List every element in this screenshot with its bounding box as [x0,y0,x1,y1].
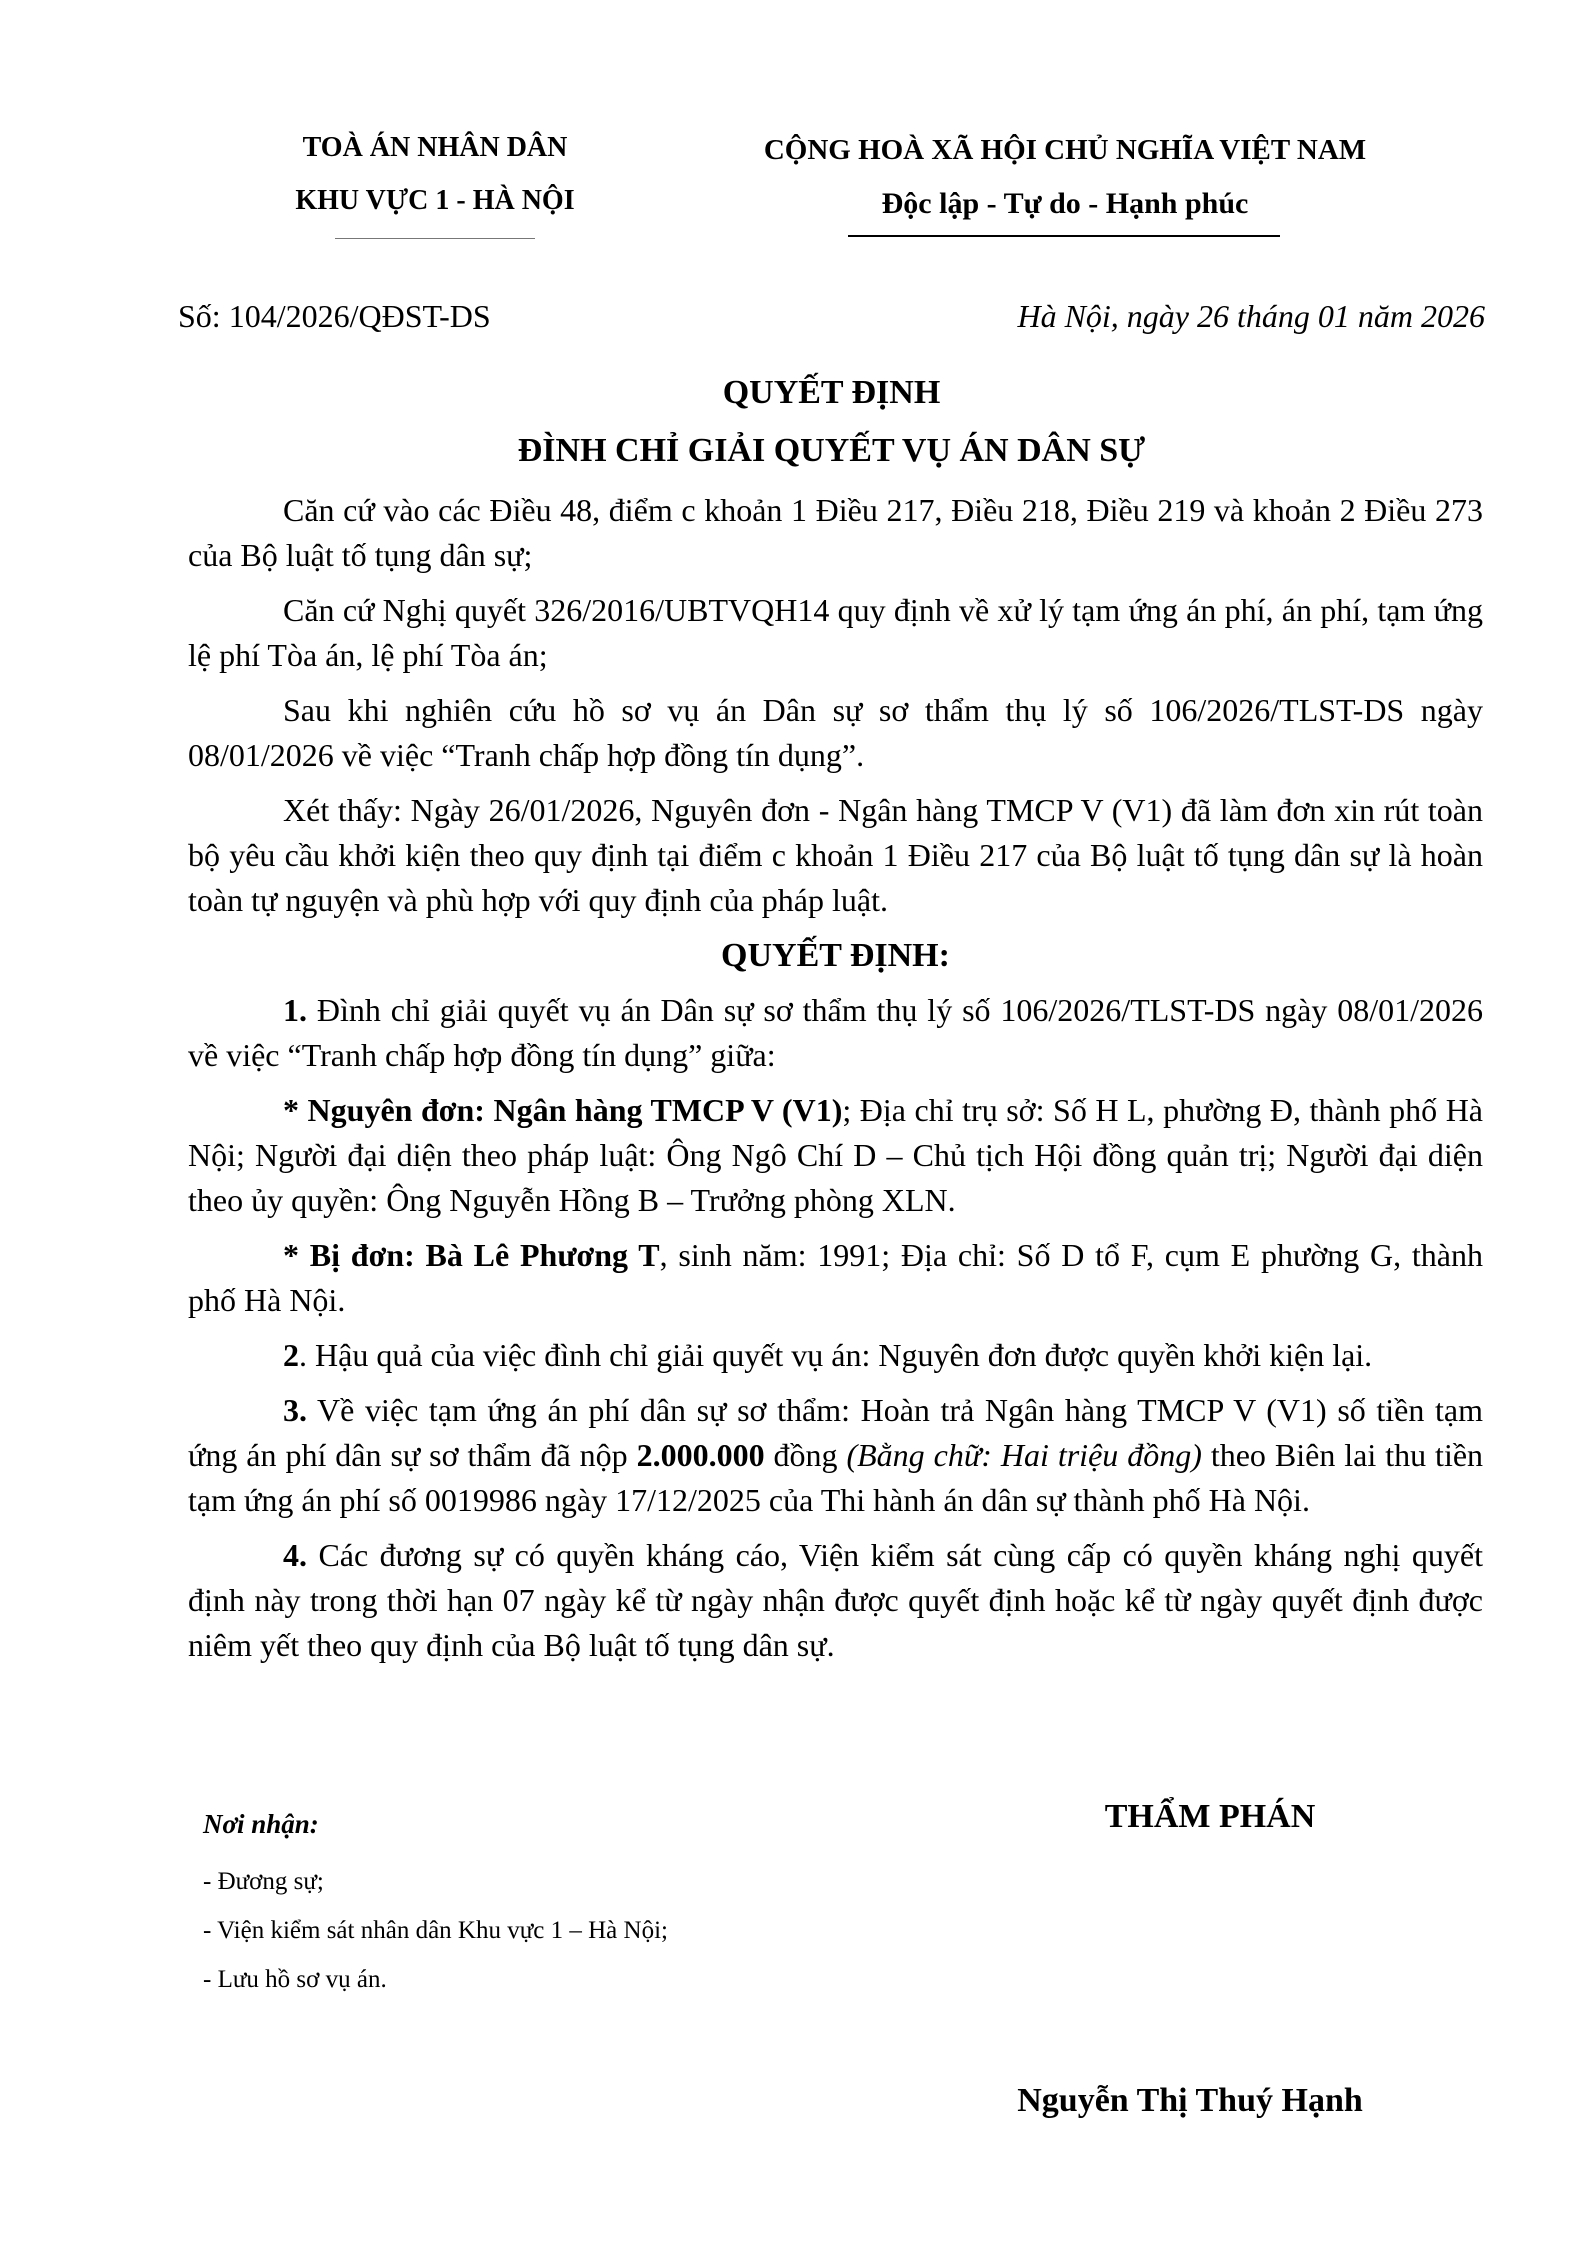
preamble-paragraph: Sau khi nghiên cứu hồ sơ vụ án Dân sự sơ thẩm thụ lý số 106/2026/TLST-DS ngày 08/01/2026 về việc “Tranh chấp hợp đồng tín dụng”. [188,692,1483,773]
recipient-item: - Đương sự; [203,1868,324,1895]
item-text: Các đương sự có quyền kháng cáo, Viện kiểm sát cùng cấp có quyền kháng nghị quyết định này trong thời hạn 07 ngày kể từ ngày nhận được quyết định hoặc kể từ ngày quyết định được niêm yết theo quy định của Bộ luật tố tụng dân sự. [188,1537,1483,1663]
defendant-text: , sinh năm: 1991; Địa chỉ: Số D tổ F, cụm E phường G, thành phố Hà Nội. [188,1237,1484,1318]
recipient-item: - Lưu hồ sơ vụ án. [203,1966,387,1993]
document-title: QUYẾT ĐỊNH [722,374,941,411]
plaintiff-paragraph [188,1088,1483,1223]
document-body [188,488,1483,1678]
decision-item-3 [188,1388,1483,1523]
defendant-label: * Bị đơn: Bà Lê Phương T [283,1237,660,1273]
motto-underline [848,235,1280,237]
recipients-title: Nơi nhận: [203,1809,319,1839]
court-name-line2: KHU VỰC 1 - HÀ NỘI [295,185,575,216]
defendant-paragraph [188,1233,1483,1323]
signature-name: Nguyễn Thị Thuý Hạnh [1017,2082,1363,2119]
recipient-item: - Viện kiểm sát nhân dân Khu vực 1 – Hà Nội; [203,1917,668,1944]
fee-amount-words: (Bằng chữ: Hai triệu đồng) [846,1437,1202,1473]
item-text: Về việc tạm ứng án phí dân sự sơ thẩm: Hoàn trả Ngân hàng TMCP V (V1) số tiền tạm ứng án phí dân sự sơ thẩm đã nộp [188,1392,1483,1473]
signature-role: THẨM PHÁN [1104,1798,1316,1835]
document-subtitle: ĐÌNH CHỈ GIẢI QUYẾT VỤ ÁN DÂN SỰ [517,432,1146,469]
item-text: Đình chỉ giải quyết vụ án Dân sự sơ thẩm thụ lý số 106/2026/TLST-DS ngày 08/01/2026 về việc “Tranh chấp hợp đồng tín dụng” giữa: [188,992,1483,1073]
item-text: theo Biên lai thu tiền tạm ứng án phí số 0019986 ngày 17/12/2025 của Thi hành án dân sự thành phố Hà Nội. [188,1437,1484,1518]
decision-item-2 [188,1333,1483,1378]
preamble-paragraph: Căn cứ Nghị quyết 326/2016/UBTVQH14 quy định về xử lý tạm ứng án phí, án phí, tạm ứng lệ phí Tòa án, lệ phí Tòa án; [188,592,1483,673]
item-number: 2 [283,1337,299,1373]
decision-number: Số: 104/2026/QĐST-DS [178,298,491,334]
fee-amount: 2.000.000 [636,1437,765,1473]
plaintiff-label: * Nguyên đơn: Ngân hàng TMCP V (V1) [283,1092,843,1128]
decision-item-1 [188,988,1483,1078]
item-number: 3. [283,1392,307,1428]
plaintiff-text: ; Địa chỉ trụ sở: Số H L, phường Đ, thành phố Hà Nội; Người đại diện theo pháp luật: Ông Ngô Chí D – Chủ tịch Hội đồng quản trị; Người đại diện theo ủy quyền: Ông Nguyễn Hồng B – Trưởng phòng XLN. [188,1092,1484,1218]
preamble-paragraph: Căn cứ vào các Điều 48, điểm c khoản 1 Điều 217, Điều 218, Điều 219 và khoản 2 Điều 273 của Bộ luật tố tụng dân sự; [188,492,1483,573]
recipients-block [203,1800,668,2004]
item-number: 4. [283,1537,307,1573]
national-motto: Độc lập - Tự do - Hạnh phúc [881,187,1249,220]
court-name-line1: TOÀ ÁN NHÂN DÂN [302,132,568,163]
court-divider [335,238,535,239]
decision-heading: QUYẾT ĐỊNH: [721,937,950,974]
national-title: CỘNG HOÀ XÃ HỘI CHỦ NGHĨA VIỆT NAM [763,134,1367,166]
item-text: . Hậu quả của việc đình chỉ giải quyết vụ án: Nguyên đơn được quyền khởi kiện lại. [299,1337,1373,1373]
item-number: 1. [283,992,307,1028]
preamble-paragraph: Xét thấy: Ngày 26/01/2026, Nguyên đơn - Ngân hàng TMCP V (V1) đã làm đơn xin rút toàn bộ yêu cầu khởi kiện theo quy định tại điểm c khoản 1 Điều 217 của Bộ luật tố tụng dân sự là hoàn toàn tự nguyện và phù hợp với quy định của pháp luật. [188,792,1483,918]
item-text: đồng [764,1437,847,1473]
place-date: Hà Nội, ngày 26 tháng 01 năm 2026 [1017,298,1485,334]
decision-item-4 [188,1533,1483,1668]
